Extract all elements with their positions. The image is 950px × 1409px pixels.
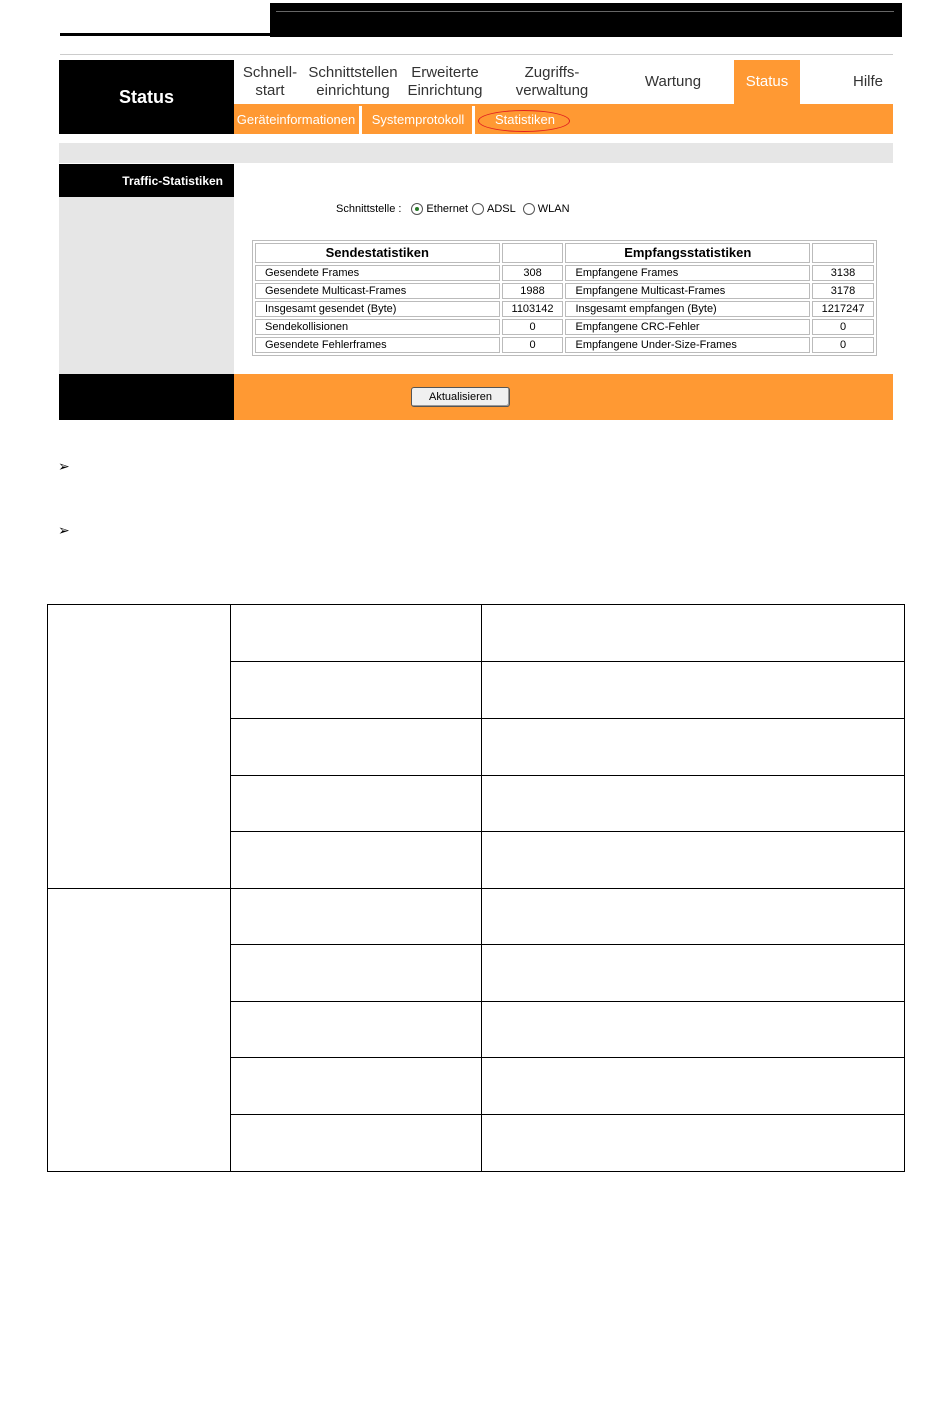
send-value: 308 [502,265,564,281]
divider [60,54,893,55]
refresh-button[interactable]: Aktualisieren [411,387,510,407]
recv-label: Empfangene Under-Size-Frames [565,337,810,353]
radio-adsl-label: ADSL [487,203,516,215]
menu-label: Wartung [644,73,702,90]
recv-value: 0 [812,337,874,353]
menu-help[interactable] [834,60,902,104]
left-panel [59,197,234,374]
menu-advanced-setup[interactable] [400,60,490,104]
menu-label: einrichtung [316,82,390,99]
header-empty [812,243,874,263]
highlight-circle [478,110,570,132]
send-label: Gesendete Multicast-Frames [255,283,500,299]
send-label: Gesendete Fehlerframes [255,337,500,353]
table-row [255,319,874,335]
menu-label: Schnell- [242,64,298,81]
submenu-statistics[interactable]: Statistiken [495,111,555,127]
footer-left [59,374,234,420]
table-divider [48,888,904,889]
recv-label: Empfangene Frames [565,265,810,281]
table-divider [231,775,904,776]
menu-label: start [255,82,285,99]
recv-label: Insgesamt empfangen (Byte) [565,301,810,317]
table-divider [231,661,904,662]
menu-quick-start[interactable] [234,60,306,104]
header-banner [270,3,902,37]
table-row [255,301,874,317]
recv-value: 3178 [812,283,874,299]
send-value: 1988 [502,283,564,299]
table-divider [231,944,904,945]
send-label: Insgesamt gesendet (Byte) [255,301,500,317]
traffic-stats-table [252,240,877,356]
table-divider [231,1057,904,1058]
radio-adsl[interactable] [472,203,484,215]
recv-value: 3138 [812,265,874,281]
recv-value: 0 [812,319,874,335]
table-divider [231,1114,904,1115]
radio-ethernet[interactable] [411,203,423,215]
submenu-system-log[interactable]: Systemprotokoll [371,111,465,127]
recv-label: Empfangene CRC-Fehler [565,319,810,335]
menu-access-management[interactable] [500,60,604,104]
panel-title: Traffic-Statistiken [59,164,234,197]
section-title: Status [59,60,234,134]
table-header-row [255,243,874,263]
bullet-arrow-icon: ➢ [58,458,70,474]
menu-label: Hilfe [852,73,883,90]
menu-label: Einrichtung [407,82,483,99]
radio-ethernet-label: Ethernet [426,203,469,215]
table-row [255,283,874,299]
header-logo-bar [60,3,270,36]
menu-interface-setup[interactable] [306,60,400,104]
menu-maintenance[interactable] [626,60,720,104]
send-value: 0 [502,319,564,335]
radio-wlan[interactable] [523,203,535,215]
send-value: 0 [502,337,564,353]
footer-bar [234,374,893,420]
bullet-arrow-icon: ➢ [58,522,70,538]
menu-label: Schnittstellen [308,64,398,81]
recv-value: 1217247 [812,301,874,317]
grey-strip [59,143,893,163]
menu-label: Zugriffs- [524,64,580,81]
menu-label: Status [745,73,789,90]
header-empty [502,243,564,263]
main-menu [234,60,893,104]
send-value: 1103142 [502,301,564,317]
send-label: Gesendete Frames [255,265,500,281]
send-header: Sendestatistiken [255,243,500,263]
radio-wlan-label: WLAN [537,203,570,215]
interface-label: Schnittstelle : [336,203,402,215]
table-divider [231,831,904,832]
table-divider [231,718,904,719]
menu-label: Erweiterte [411,64,479,81]
interface-selector [336,201,570,217]
table-divider [231,1001,904,1002]
recv-header: Empfangsstatistiken [565,243,810,263]
description-table [47,604,905,1172]
table-row [255,265,874,281]
menu-status[interactable] [734,60,800,104]
menu-label: verwaltung [515,82,589,99]
send-label: Sendekollisionen [255,319,500,335]
table-row [255,337,874,353]
submenu-device-info[interactable]: Geräteinformationen [236,111,356,127]
recv-label: Empfangene Multicast-Frames [565,283,810,299]
submenu-separator [472,106,475,134]
